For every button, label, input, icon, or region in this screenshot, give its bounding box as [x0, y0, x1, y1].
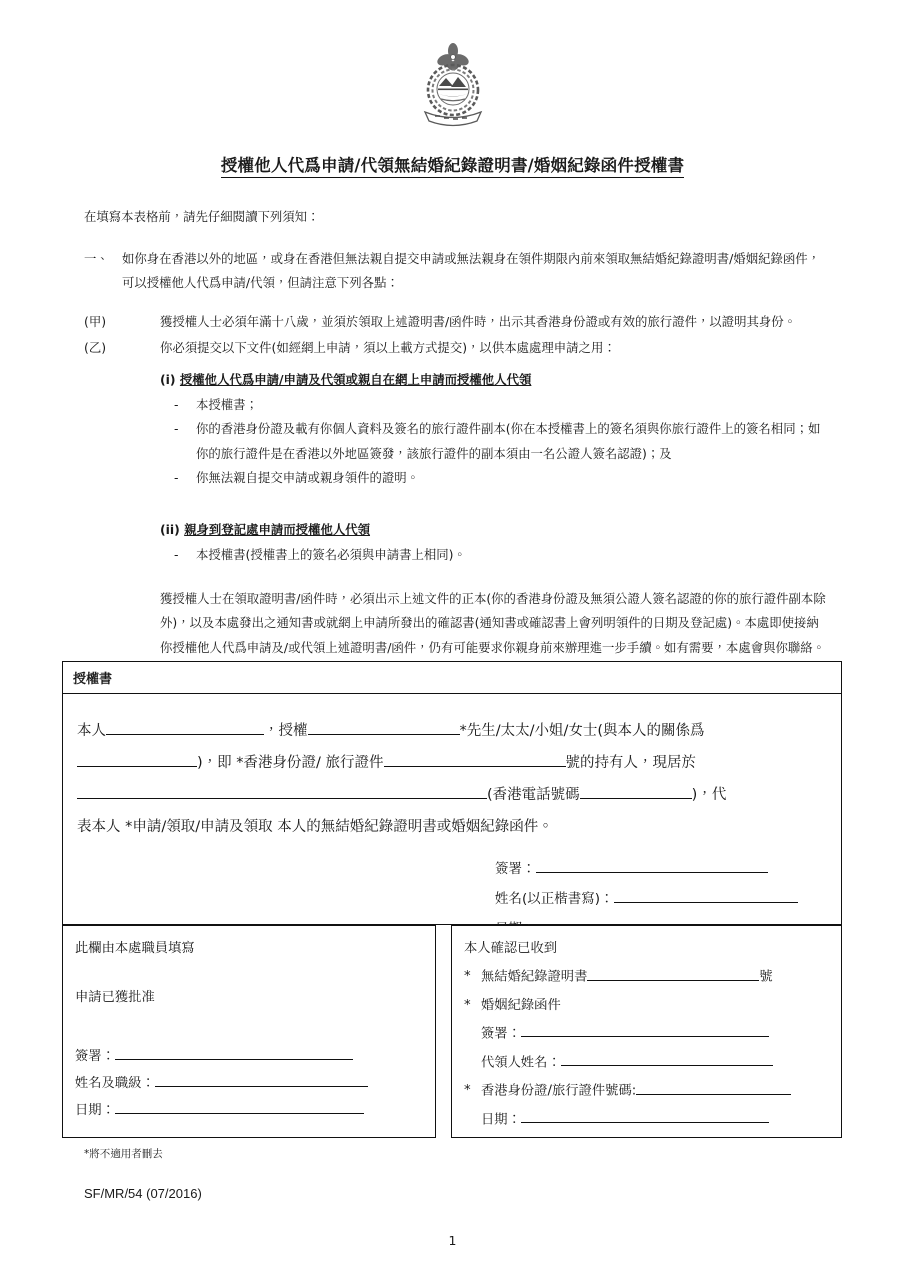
receipt-item-certificate-label: 無結婚紀錄證明書 [481, 969, 588, 985]
collector-id-label: 香港身份證/旅行證件號碼: [481, 1083, 637, 1099]
dash-icon: - [174, 469, 179, 485]
certificate-number-field[interactable] [587, 966, 759, 980]
agent-id-number-field[interactable] [384, 751, 566, 767]
spacer [75, 1009, 423, 1043]
receipt-signature-field[interactable] [521, 1023, 769, 1037]
auth-line3-part2: )，代 [691, 786, 727, 803]
agent-address-field[interactable] [77, 783, 487, 799]
receipt-box-body [452, 926, 841, 1130]
dash-icon: - [174, 421, 179, 437]
applicant-name-label: 姓名(以正楷書寫)： [495, 890, 614, 907]
receipt-date-row [481, 1109, 829, 1131]
official-date-row [75, 1097, 423, 1124]
official-name-rank-label: 姓名及職級： [75, 1075, 155, 1091]
roman-ii-heading [160, 518, 829, 542]
official-signature-label: 簽署： [75, 1048, 115, 1064]
form-code: SF/MR/54 (07/2016) [84, 1186, 202, 1201]
page-title-text: 授權他人代爲申請/代領無結婚紀錄證明書/婚姻紀錄函件授權書 [221, 156, 684, 178]
authorisation-box-header: 授權書 [63, 662, 841, 694]
notice-item-b [84, 336, 829, 360]
auth-line1-part2: ，授權 [264, 723, 308, 739]
roman-i-label: (i) [160, 371, 176, 387]
official-use-body [63, 926, 435, 1124]
roman-section-i [160, 368, 829, 490]
official-date-field[interactable] [115, 1100, 364, 1114]
roman-i-bullet-2-text: 你的香港身份證及載有你個人資料及簽名的旅行證件副本(你在本授權書上的簽名須與你旅行證件上的簽名相同；如你的旅行證件是在香港以外地區簽發，該旅行證件的副本須由一名公證人簽名認證)；及 [196, 421, 821, 461]
roman-ii-heading-text: 親身到登記處申請而授權他人代領 [184, 521, 371, 537]
authorisation-line-3 [77, 780, 827, 812]
roman-ii-bullet-1 [174, 543, 829, 567]
footnote: *將不適用者刪去 [84, 1148, 163, 1160]
roman-section-ii [160, 518, 829, 567]
official-use-heading: 此欄由本處職員填寫 [75, 941, 195, 956]
collector-id-row [464, 1080, 829, 1102]
authorisation-line-4: 表本人 *申請/領取/申請及領取 本人的無結婚紀錄證明書或婚姻紀錄函件。 [77, 818, 553, 835]
authorisation-box [62, 661, 842, 925]
roman-i-bullet-2 [174, 417, 829, 465]
authorisation-line-1 [77, 716, 827, 748]
roman-i-bullet-3 [174, 466, 829, 490]
roman-ii-bullet-1-text: 本授權書(授權書上的簽名必須與申請書上相同)。 [196, 547, 466, 563]
roman-i-bullet-1-text: 本授權書； [196, 397, 258, 413]
auth-line3-part1: (香港電話號碼 [487, 786, 580, 803]
dash-icon: - [174, 547, 179, 563]
intro-text: 在填寫本表格前，請先仔細閱讀下列須知： [84, 209, 320, 224]
page-number: 1 [448, 1233, 457, 1248]
official-signature-rows [75, 1043, 423, 1125]
auth-line1-part1: 本人 [77, 723, 106, 739]
official-signature-row [75, 1043, 423, 1070]
authorisation-line-2 [77, 748, 827, 780]
roman-i-heading-text: 授權他人代爲申請/申請及代領或親自在網上申請而授權他人代領 [179, 371, 532, 387]
notice-item-1-label: 一、 [84, 251, 109, 267]
applicant-signature-label: 簽署： [495, 860, 536, 877]
roman-i-heading [160, 368, 829, 392]
notice-item-a-text: 獲授權人士必須年滿十八歲，並須於領取上述證明書/函件時，出示其香港身份證或有效的旅行證件，以證明其身份。 [160, 313, 797, 329]
page-title [0, 152, 905, 176]
principal-name-field[interactable] [106, 720, 264, 736]
asterisk-icon: * [464, 1083, 471, 1099]
applicant-signature-row [495, 854, 827, 884]
authorisation-box-body [63, 694, 841, 945]
auth-line1-part3: *先生/太太/小姐/女士(與本人的關係爲 [459, 723, 705, 739]
collector-name-row [481, 1052, 829, 1074]
official-use-box [62, 925, 436, 1138]
asterisk-icon: * [464, 969, 471, 985]
receipt-signature-row [481, 1023, 829, 1045]
applicant-signature-field[interactable] [536, 858, 768, 873]
auth-line2-part2: *香港身份證/ 旅行證件 [236, 754, 384, 771]
roman-i-bullet-3-text: 你無法親自提交申請或親身領件的證明。 [196, 469, 420, 485]
dash-icon: - [174, 397, 179, 413]
official-date-label: 日期： [75, 1103, 115, 1119]
collector-id-field[interactable] [636, 1080, 791, 1094]
notice-item-1-text: 如你身在香港以外的地區，或身在香港但無法親自提交申請或無法親身在領件期限內前來領取無結婚紀錄證明書/婚姻紀錄函件，可以授權他人代爲申請/代領，但請注意下列各點： [122, 251, 821, 291]
receipt-item-letter-label: 婚姻紀錄函件 [481, 997, 561, 1013]
emblem-container [0, 42, 905, 134]
phone-number-field[interactable] [580, 783, 692, 799]
collector-name-field[interactable] [561, 1052, 773, 1066]
receipt-item-certificate-body [481, 966, 829, 988]
application-approved-text: 申請已獲批准 [75, 990, 155, 1006]
official-name-rank-row [75, 1070, 423, 1097]
receipt-date-field[interactable] [521, 1109, 769, 1123]
official-signature-field[interactable] [115, 1045, 353, 1059]
agent-name-field[interactable] [308, 720, 460, 736]
notice-item-a [84, 310, 829, 334]
applicant-name-field[interactable] [614, 888, 798, 903]
auth-line2-part3: 號的持有人，現居於 [565, 754, 697, 771]
hk-immigration-department-emblem [405, 42, 501, 134]
receipt-date-label: 日期： [481, 1112, 521, 1128]
roman-ii-label: (ii) [160, 521, 180, 537]
closing-paragraph: 獲授權人士在領取證明書/函件時，必須出示上述文件的正本(你的香港身份證及無須公證人簽名認證的你的旅行證件副本除外)，以及本處發出之通知書或就網上申請所發出的確認書(通知書或確認書上會列明領件的日期及登記處)。本處即使接納你授權他人代爲申請及/或代領上述證明書/函件，仍有可能要求你親身前來辦理進一步手續。如有需要，本處會與你聯絡。 [160, 591, 826, 655]
notice-item-b-label: (乙) [84, 339, 107, 355]
spacer [75, 959, 423, 987]
receipt-acknowledgement-box [451, 925, 842, 1138]
notice-item-b-text: 你必須提交以下文件(如經網上申請，須以上載方式提交)，以供本處處理申請之用： [160, 339, 616, 355]
notices-section [84, 205, 829, 708]
roman-i-bullet-1 [174, 393, 829, 417]
notice-item-a-label: (甲) [84, 313, 107, 329]
relationship-field[interactable] [77, 751, 197, 767]
asterisk-icon: * [464, 997, 471, 1013]
auth-line2-part1: )，即 [197, 754, 232, 771]
certificate-number-suffix: 號 [759, 969, 773, 985]
receipt-heading: 本人確認已收到 [464, 941, 558, 956]
receipt-item-certificate [464, 966, 829, 988]
receipt-signature-label: 簽署： [481, 1026, 521, 1042]
receipt-item-letter [464, 995, 829, 1016]
official-name-rank-field[interactable] [155, 1072, 368, 1086]
applicant-name-row [495, 884, 827, 914]
collector-id-body [481, 1080, 829, 1102]
section-spacer [84, 490, 829, 510]
notice-item-1 [84, 247, 829, 295]
collector-name-label: 代領人姓名： [481, 1054, 561, 1070]
